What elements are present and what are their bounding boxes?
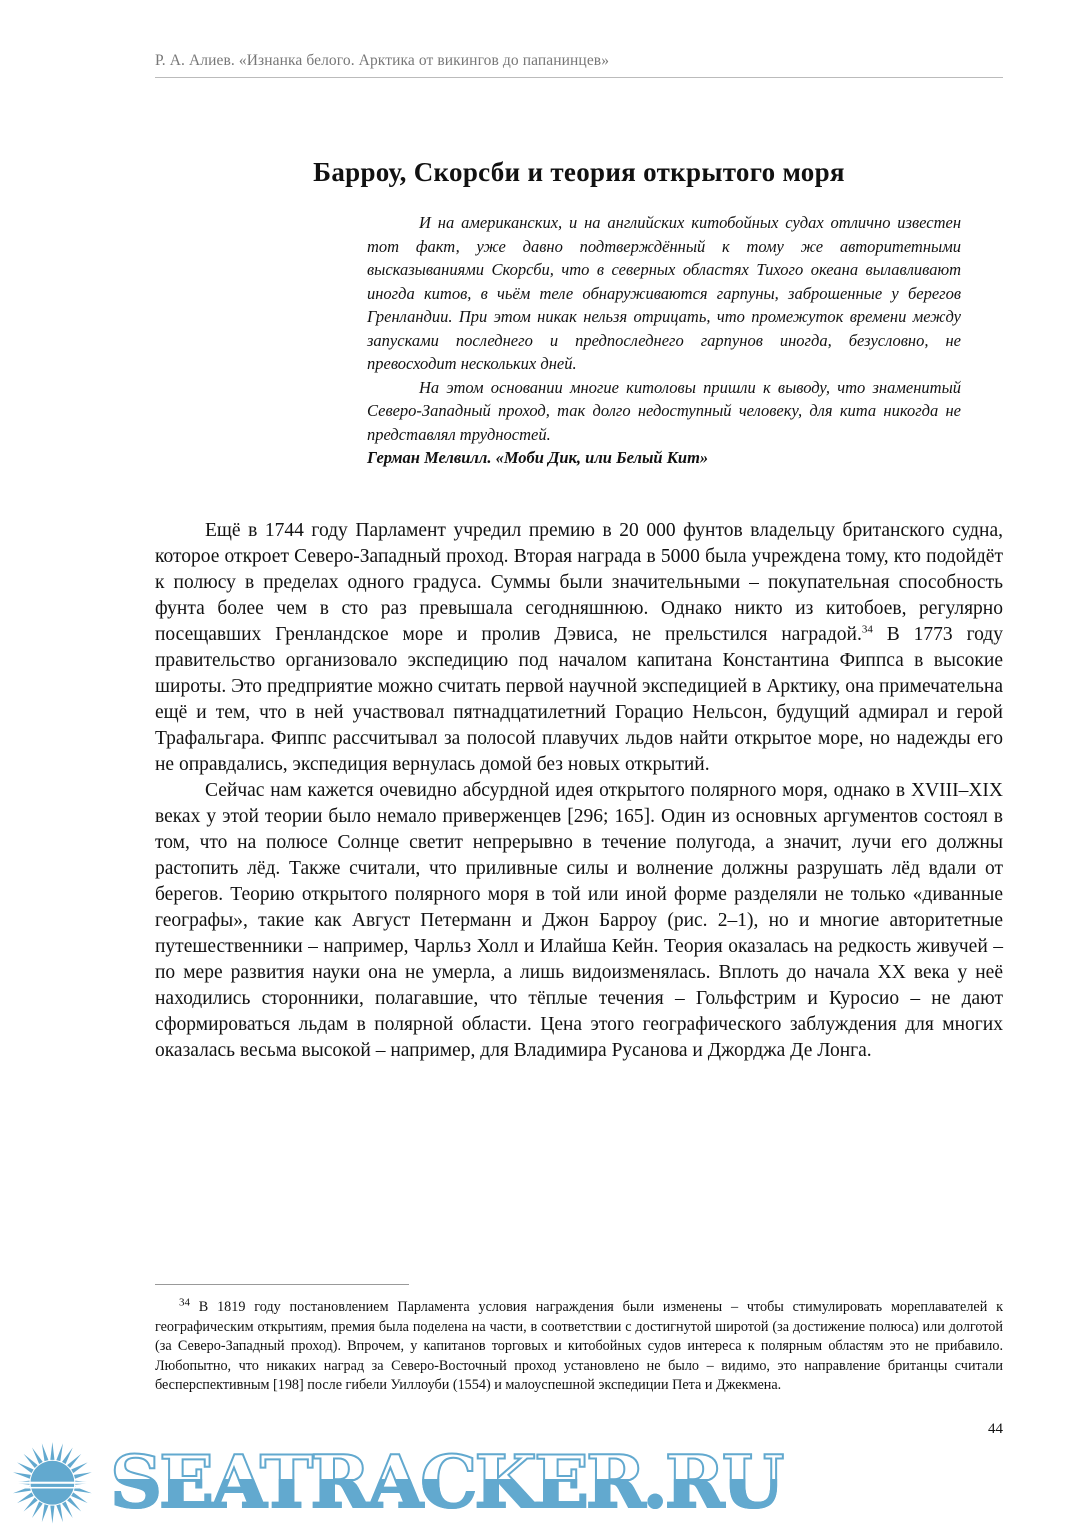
footnote-number: 34 <box>179 1296 190 1309</box>
sun-ray <box>67 1497 81 1511</box>
sun-ray <box>13 1472 31 1479</box>
sun-ray <box>42 1443 49 1461</box>
epigraph-paragraph: На этом основании многие китоловы пришли к выводу, что знаменитый Северо-Западный проход, так долго недоступный человеку, для кита никогда не представлял трудностей. <box>367 377 961 444</box>
running-head: Р. А. Алиев. «Изнанка белого. Арктика от викингов до папанинцев» <box>155 52 610 69</box>
sun-ray <box>24 1497 38 1511</box>
chapter-title: Барроу, Скорсби и теория открытого моря <box>313 157 845 187</box>
epigraph-attribution: Герман Мелвилл. «Моби Дик, или Белый Кит» <box>367 448 709 467</box>
sun-ray <box>62 1502 73 1518</box>
sun-ray <box>56 1443 63 1461</box>
body-text <box>155 518 1003 1064</box>
paragraph <box>155 518 1003 778</box>
sun-ray <box>71 1492 87 1503</box>
paragraph-text: В 1773 году правительство организовало экспедицию под началом капитана Константина Фиппса в высокие широты. Это предприятие можно считать первой научной экспедицией в Арктику, она примечательна ещё и тем, что в ней участвовал пятнадцатилетний Горацио Нельсон, будущий адмирал и герой Трафальгара. Фиппс рассчитывал за полосой плавучих льдов найти открытое море, но надежды его не оправдались, экспедиция вернулась домой без новых открытий. <box>155 624 1003 775</box>
sun-ray <box>50 1506 54 1524</box>
footnote-text: В 1819 году постановлением Парламента условия награждения были изменены – чтобы стимулировать мореплавателей к географическим открытиям, премия была поделена на части, в соответствии с достигнутой широтой (за достижение полюса) или долготой (за Северо-Западный проход). Впрочем, у капитанов торговых и китобойных судов интереса к полярным областям это не прибавило. Любопытно, что никаких наград за Северо-Восточный проход установлено не было – видимо, это направление британцы считали бесперспективным [198] после гибели Уиллоуби (1554) и малоуспешной экспедиции Пета и Джекмена. <box>155 1299 1003 1394</box>
page-number: 44 <box>988 1421 1003 1437</box>
epigraph-paragraph: И на американских, и на английских китобойных судах отлично известен тот факт, уже давно подтверждённый к тому же авторитетными высказываниями Скорсби, что в северных областях Тихого океана вылавливают иногда китов, в чьём теле обнаруживаются гарпуны, заброшенные у берегов Гренландии. При этом никак нельзя отрицать, что промежуток времени между запусками последнего и предпоследнего гарпунов иногда, безусловно, не превосходит нескольких дней. <box>367 213 961 373</box>
sun-logo-icon <box>10 1442 100 1524</box>
footnote <box>155 1298 1003 1396</box>
sun-ray <box>56 1504 63 1522</box>
sun-ray <box>42 1504 49 1522</box>
sun-ray <box>17 1462 33 1473</box>
sun-ray <box>71 1462 87 1473</box>
sun-ray <box>32 1447 43 1463</box>
epigraph <box>367 211 961 470</box>
sun-ray <box>74 1472 92 1479</box>
paragraph: Сейчас нам кажется очевидно абсурдной идея открытого полярного моря, однако в XVIII–XIX веках у этой теории было немало приверженцев [296; 165]. Один из основных аргументов состоял в том, что на полюсе Солнце светит непрерывно в течение полугода, а значит, лучи его должны растопить лёд. Также считали, что приливные силы и волнение должны разрушать лёд вдали от берегов. Теорию открытого полярного моря в той или иной форме разделяли не только «диванные географы», такие как Август Петерманн и Джон Барроу (рис. 2–1), но и многие авторитетные путешественники – например, Чарльз Холл и Илайша Кейн. Теория оказалась на редкость живучей – по мере развития науки она не умерла, а лишь видоизменялась. Вплоть до начала XX века у неё находились сторонники, полагавшие, что тёплые течения – Гольфстрим и Куросио – не дают сформироваться льдам в полярной области. Цена этого географического заблуждения для многих оказалась весьма высокой – например, для Владимира Русанова и Джорджа Де Лонга. <box>155 780 1003 1061</box>
watermark: SEATRACKER.RU <box>110 1439 782 1524</box>
sun-ray <box>62 1447 73 1463</box>
paragraph-text: Ещё в 1744 году Парламент учредил премию в 20 000 фунтов владельцу британского судна, которое откроет Северо-Западный проход. Вторая награда в 5000 была учреждена тому, кто подойдёт к полюсу в пределах одного градуса. Суммы были значительными – покупательная способность фунта более чем в сто раз превышала сегодняшнюю. Однако никто из китобоев, регулярно посещавших Гренландское море и пролив Дэвиса, не прельстился наградой. <box>155 520 1003 645</box>
sun-ray <box>67 1454 81 1468</box>
sun-ray <box>50 1442 54 1460</box>
header-divider <box>155 77 1003 78</box>
sun-ray <box>24 1454 38 1468</box>
footnote-divider <box>155 1284 409 1285</box>
sun-ray <box>32 1502 43 1518</box>
sun-ray <box>17 1492 33 1503</box>
footnote-ref[interactable]: 34 <box>861 623 873 636</box>
